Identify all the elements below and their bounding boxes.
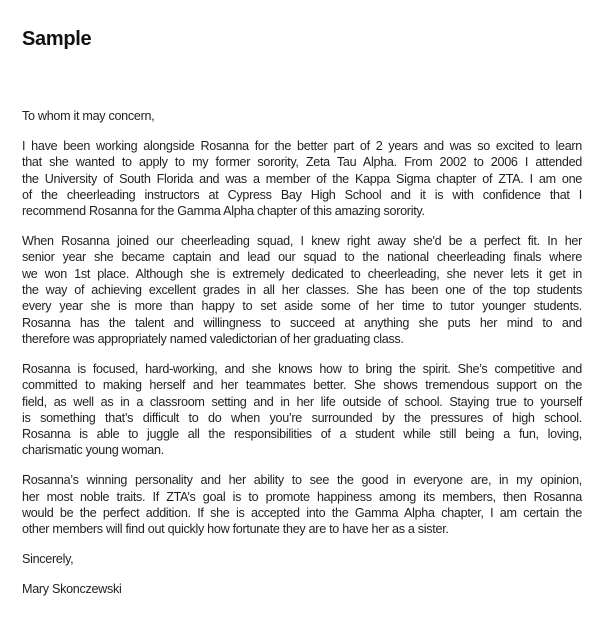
paragraph-line: Rosanna’s winning personality and her ability to see the good in everyone are, in my opinion, — [22, 473, 582, 488]
paragraph-line: Rosanna has the talent and willingness to succeed at anything she puts her mind to and — [22, 315, 582, 330]
paragraph-line: is something that’s difficult to do when you’re surrounded by the pressures of high school. — [22, 410, 582, 425]
signature: Mary Skonczewski — [22, 582, 122, 597]
paragraph-line: therefore was appropriately named valedictorian of her graduating class. — [22, 331, 404, 346]
paragraph-line: other members will find out quickly how fortunate they are to have her as a sister. — [22, 522, 449, 537]
letter-body — [22, 108, 582, 611]
paragraph-line: of the cheerleading instructors at Cypress Bay High School and it is with confidence that I — [22, 187, 582, 202]
paragraph-line: I have been working alongside Rosanna for the better part of 2 years and was so excited to learn — [22, 138, 582, 153]
document-title: Sample — [22, 28, 92, 50]
letter-paragraph — [22, 233, 582, 347]
paragraph-line: that she wanted to apply to my former sorority, Zeta Tau Alpha. From 2002 to 2006 I attended — [22, 155, 582, 170]
paragraph-line: would be the perfect addition. If she is accepted into the Gamma Alpha chapter, I am certain the — [22, 505, 582, 520]
paragraph-line: Rosanna is focused, hard-working, and she knows how to bring the spirit. She’s competitive and — [22, 361, 582, 376]
paragraph-line: committed to making herself and her teammates better. She shows tremendous support on the — [22, 378, 582, 393]
paragraph-line: field, as well as in a classroom setting and in her life outside of school. Staying true to yourself — [22, 394, 582, 409]
letter-paragraph — [22, 361, 582, 459]
paragraph-line: Rosanna is able to juggle all the responsibilities of a student while still being a fun, loving, — [22, 427, 582, 442]
paragraph-line: recommend Rosanna for the Gamma Alpha chapter of this amazing sorority. — [22, 204, 425, 219]
letter-paragraph — [22, 138, 582, 219]
paragraph-line: we won 1st place. Although she is extremely dedicated to cheerleading, she never lets it get in — [22, 266, 582, 281]
paragraph-line: charismatic young woman. — [22, 443, 164, 458]
paragraph-line: When Rosanna joined our cheerleading squad, I knew right away she'd be a perfect fit. In her — [22, 234, 582, 249]
paragraph-line: every year she is more than happy to set aside some of her time to tutor younger students. — [22, 299, 582, 314]
paragraph-line: senior year she became captain and lead our squad to the national cheerleading finals where — [22, 250, 582, 265]
paragraph-line: her most noble traits. If ZTA’s goal is to promote happiness among its members, then Rosanna — [22, 489, 582, 504]
salutation: To whom it may concern, — [22, 109, 155, 123]
letter-paragraph — [22, 472, 582, 537]
paragraph-line: the way of achieving excellent grades in all her classes. She has been one of the top students — [22, 283, 582, 298]
closing: Sincerely, — [22, 552, 74, 567]
letter-paragraphs — [22, 138, 582, 538]
paragraph-line: the University of South Florida and was a member of the Kappa Sigma chapter of ZTA. I am one — [22, 171, 582, 186]
